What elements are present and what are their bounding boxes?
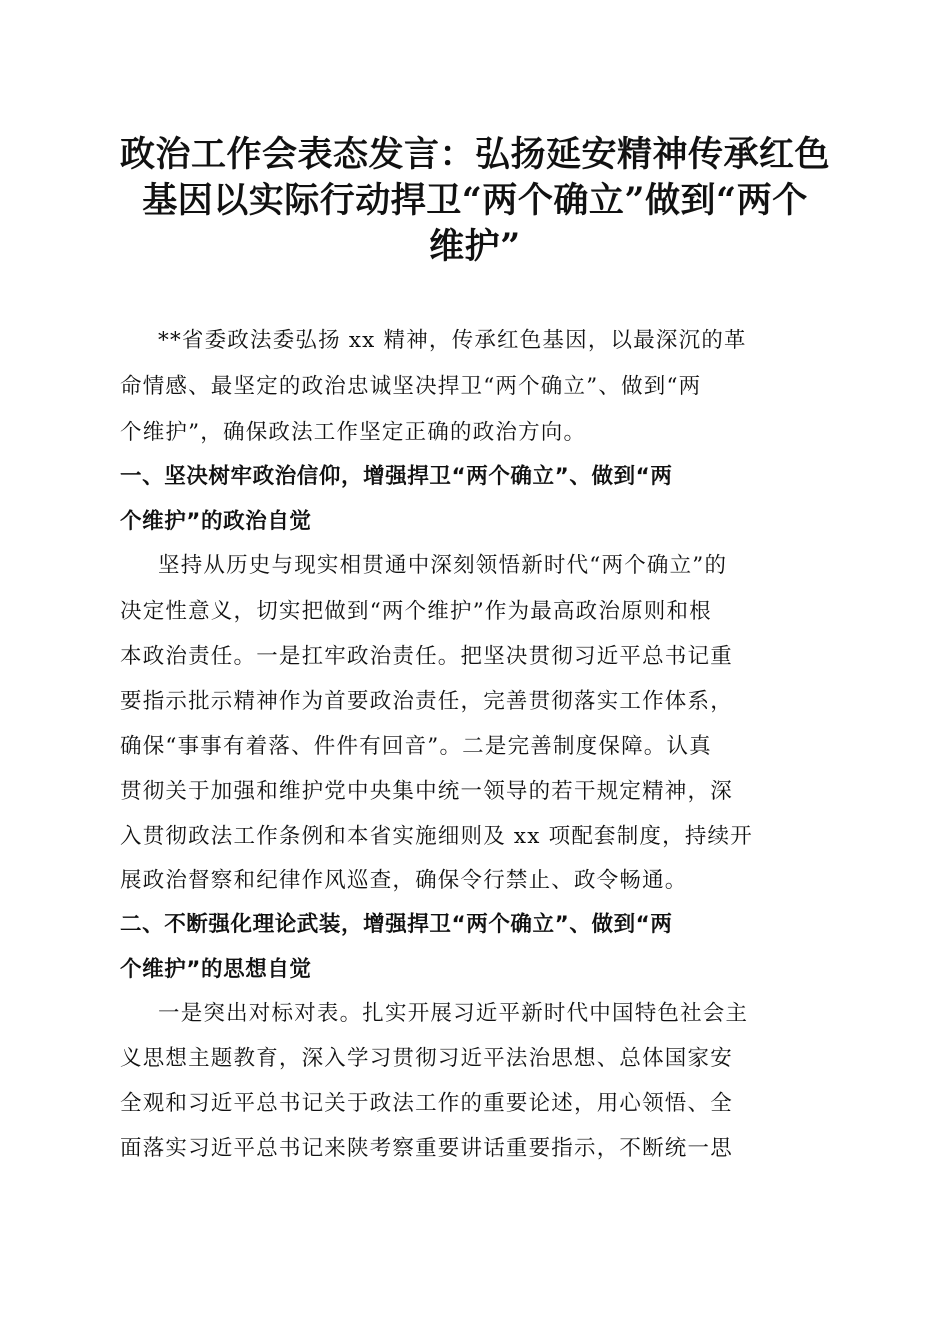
- section-2-paragraph-line: 面落实习近平总书记来陕考察重要讲话重要指示，不断统一思: [120, 1136, 733, 1161]
- intro-line: 命情感、最坚定的政治忠诚坚决捍卫“两个确立”、做到“两: [120, 374, 702, 399]
- section-1-heading: 一、坚决树牢政治信仰，增强捍卫“两个确立”、做到“两: [120, 464, 673, 489]
- title-line: 基因以实际行动捍卫“两个确立”做到“两个: [142, 180, 808, 221]
- section-2-paragraph-line: 一是突出对标对表。扎实开展习近平新时代中国特色社会主: [158, 1001, 749, 1026]
- section-1-paragraph-line: 展政治督察和纪律作风巡查，确保令行禁止、政令畅通。: [120, 868, 688, 893]
- document-title: [112, 132, 838, 270]
- intro-line: **省委政法委弘扬 xx 精神，传承红色基因，以最深沉的革: [158, 328, 747, 353]
- section-1-paragraph-line: 本政治责任。一是扛牢政治责任。把坚决贯彻习近平总书记重: [120, 644, 733, 669]
- title-line: 政治工作会表态发言：弘扬延安精神传承红色: [119, 134, 830, 175]
- section-1-paragraph-line: 确保“事事有着落、件件有回音”。二是完善制度保障。认真: [120, 734, 712, 759]
- title-line: 维护”: [429, 226, 521, 267]
- intro-line: 个维护”，确保政法工作坚定正确的政治方向。: [120, 420, 587, 445]
- section-1-paragraph-line: 决定性意义，切实把做到“两个维护”作为最高政治原则和根: [120, 599, 712, 624]
- section-2-paragraph-line: 义思想主题教育，深入学习贯彻习近平法治思想、总体国家安: [120, 1046, 733, 1071]
- section-1-paragraph-line: 贯彻关于加强和维护党中央集中统一领导的若干规定精神，深: [120, 779, 733, 804]
- section-2-paragraph-line: 全观和习近平总书记关于政法工作的重要论述，用心领悟、全: [120, 1091, 733, 1116]
- section-1-paragraph-line: 入贯彻政法工作条例和本省实施细则及 xx 项配套制度，持续开: [120, 824, 753, 849]
- section-1-paragraph-line: 坚持从历史与现实相贯通中深刻领悟新时代“两个确立”的: [158, 553, 728, 578]
- section-2-heading: 二、不断强化理论武装，增强捍卫“两个确立”、做到“两: [120, 912, 673, 937]
- section-1-heading: 个维护”的政治自觉: [120, 509, 312, 534]
- section-2-heading: 个维护”的思想自觉: [120, 957, 312, 982]
- section-1-paragraph-line: 要指示批示精神作为首要政治责任，完善贯彻落实工作体系，: [120, 689, 733, 714]
